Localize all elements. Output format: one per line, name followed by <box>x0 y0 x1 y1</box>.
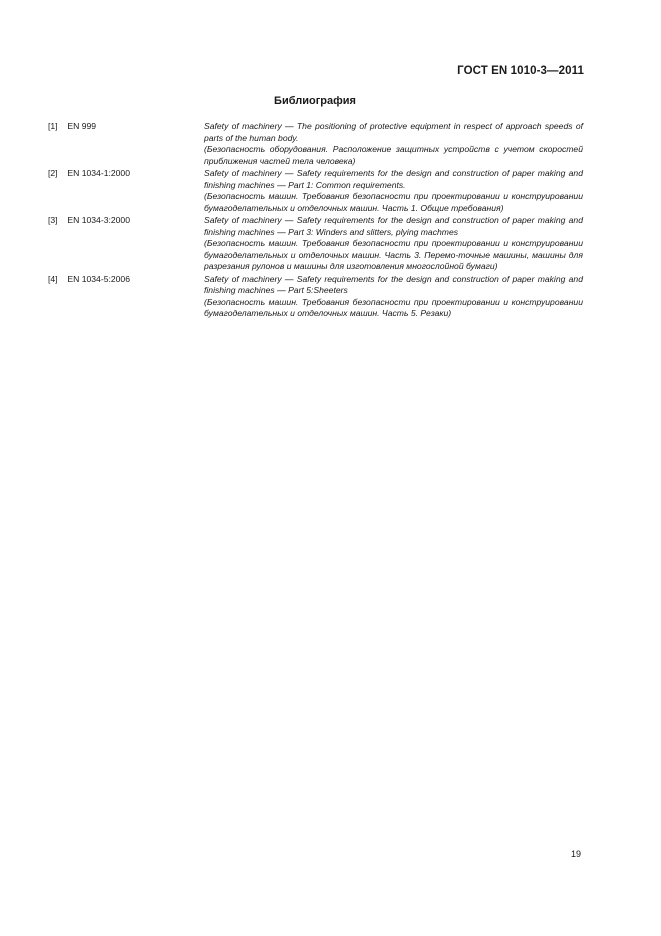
entry-title-en: Safety of machinery — Safety requirements for the design and construction of paper making and finishing machines — Part 1: Common requirements. <box>204 168 583 190</box>
entry-number: [4] <box>48 273 58 284</box>
entry-number: [2] <box>48 168 58 178</box>
entry-description <box>204 121 583 167</box>
bibliography-entry <box>48 121 583 167</box>
entry-description <box>204 168 583 214</box>
entry-number: [3] <box>48 215 58 225</box>
entry-title-ru: (Безопасность машин. Требования безопасности при проектировании и конструировании бумагоделательных и отделочных машин. Часть 1. Общие требования) <box>204 191 583 213</box>
bibliography-entry <box>48 168 583 214</box>
entry-reference <box>48 121 96 133</box>
entry-standard: EN 1034-1:2000 <box>67 168 130 178</box>
document-code: ГОСТ EN 1010-3—2011 <box>457 65 584 77</box>
entry-reference <box>48 274 130 286</box>
bibliography-entry <box>48 274 583 320</box>
entry-title-en: Safety of machinery — Safety requirements for the design and construction of paper making and finishing machines — Part 3: Winders and slitters, plying machmes <box>204 215 583 237</box>
entry-standard: EN 999 <box>67 121 97 131</box>
bibliography-entry <box>48 215 583 273</box>
entry-description <box>204 274 583 320</box>
entry-title-ru: (Безопасность машин. Требования безопасности при проектировании и конструировании бумагоделательных и отделочных машин. Часть 5. Резаки) <box>204 296 583 318</box>
page-number: 19 <box>571 849 582 859</box>
entry-description <box>204 215 583 273</box>
entry-standard: EN 1034-5:2006 <box>67 273 130 284</box>
entry-number: [1] <box>48 121 58 131</box>
page-title: Библиография <box>274 95 356 107</box>
entry-title-en: Safety of machinery — The positioning of protective equipment in respect of approach speeds of parts of the human body. <box>204 121 583 143</box>
entry-reference <box>48 168 130 180</box>
bibliography-list <box>48 121 583 321</box>
entry-title-ru: (Безопасность оборудования. Расположение защитных устройств с учетом скоростей приближения частей тела человека) <box>204 144 583 166</box>
entry-standard: EN 1034-3:2000 <box>67 215 130 225</box>
entry-title-en: Safety of machinery — Safety requirements for the design and construction of paper making and finishing machines — Part 5:Sheeters <box>204 273 583 295</box>
entry-title-ru: (Безопасность машин. Требования безопасности при проектировании и конструировании бумагоделательных и отделочных машин. Часть 3. Перемо-точные машины, машины для разрезания рулонов и машины для изготовления многослойной бумаги) <box>204 238 583 271</box>
entry-reference <box>48 215 130 227</box>
